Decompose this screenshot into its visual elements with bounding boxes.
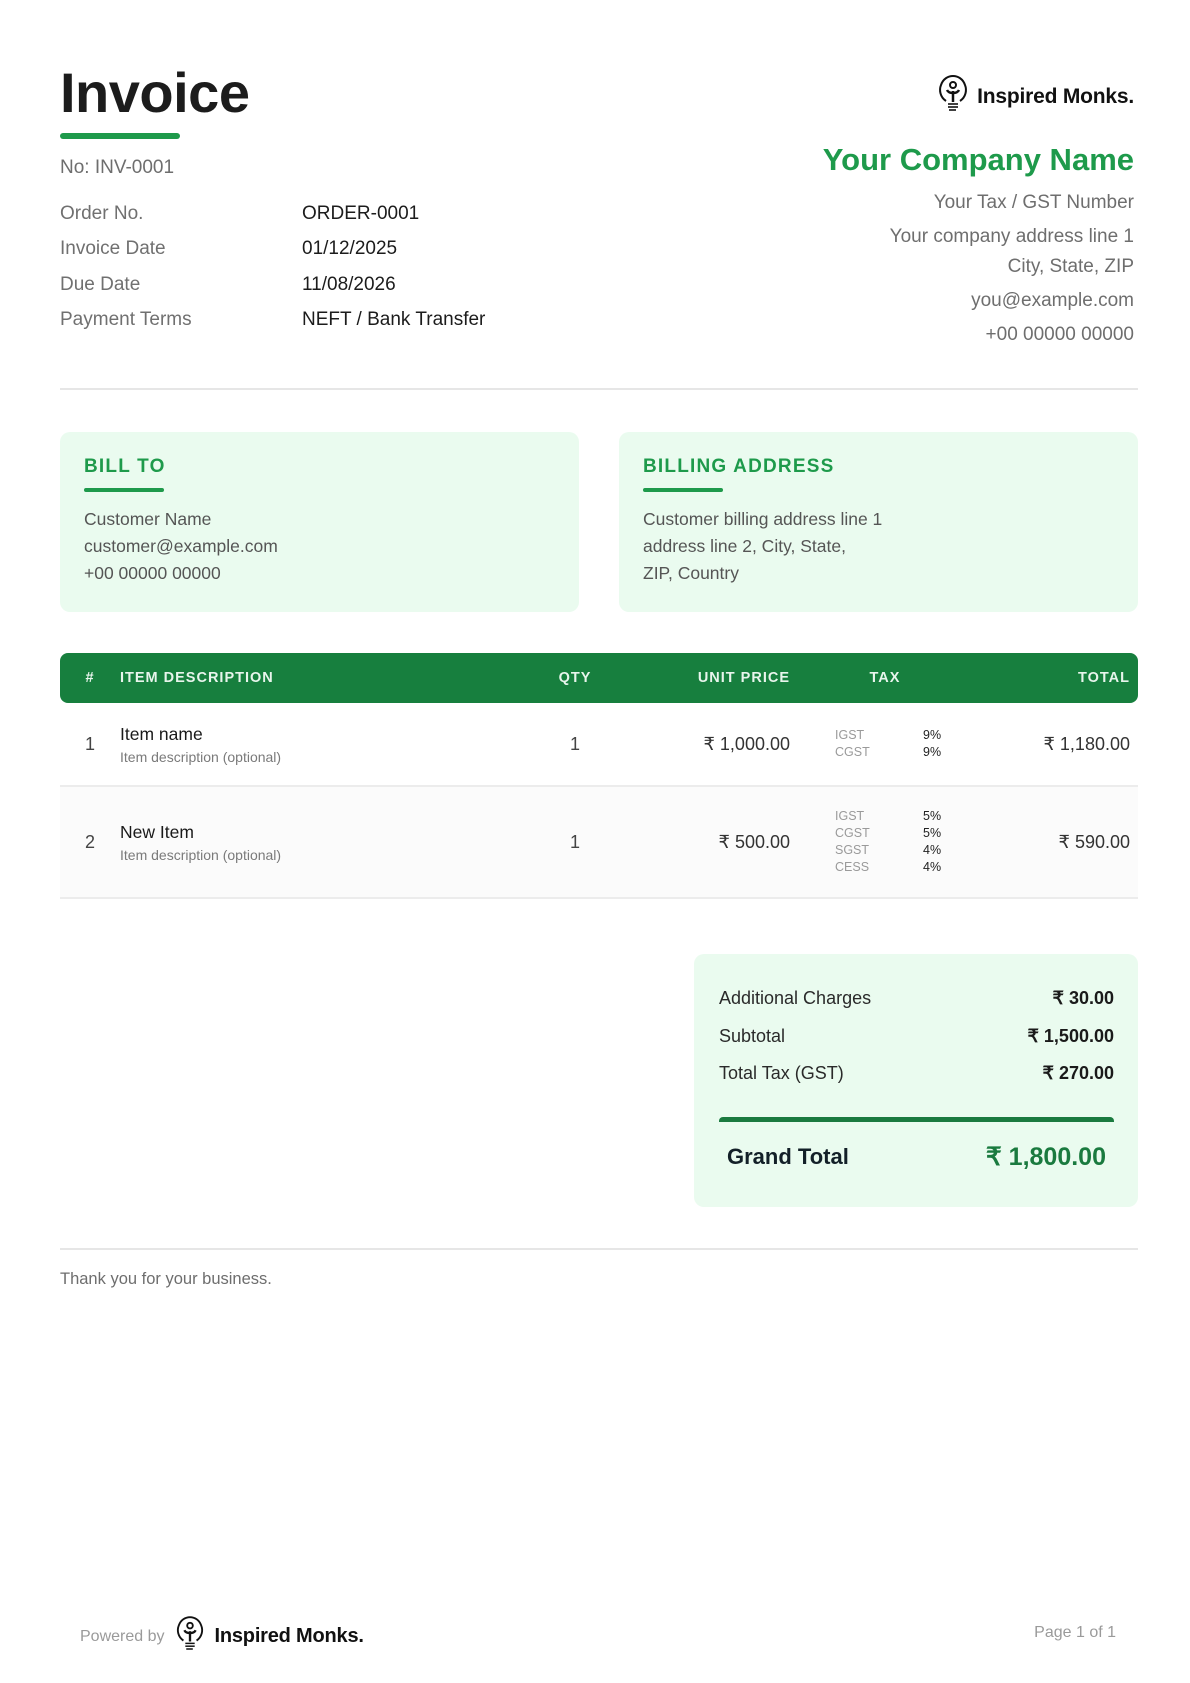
billing-address-line-1: Customer billing address line 1 [643,509,883,529]
meta-label: Payment Terms [60,309,192,331]
invoice-number: No: INV-0001 [60,157,175,178]
invoice-meta [60,196,485,338]
header-unit-price: UNIT PRICE [697,670,790,686]
brand-name: Inspired Monks. [977,84,1134,108]
company-tax-number: Your Tax / GST Number [933,192,1134,213]
customer-phone: +00 00000 00000 [84,563,221,583]
tax-name: CGST [835,826,870,840]
billing-address-line-3: ZIP, Country [643,563,739,583]
tax-name: SGST [835,843,870,857]
row-tax [790,808,970,876]
tax-list [790,808,970,876]
company-address-line-1: Your company address line 1 [889,226,1134,247]
meta-label: Invoice Date [60,238,166,260]
meta-row-order-no [60,196,485,232]
tax-row [835,744,970,761]
summary-label: Total Tax (GST) [719,1063,844,1084]
summary-row-total-tax [719,1055,1114,1093]
summary-label: Subtotal [719,1025,786,1046]
company-info [823,142,1134,350]
meta-label: Order No. [60,202,144,224]
tax-row [835,825,970,842]
table-header [60,653,1138,703]
billing-address-line-2: address line 2, City, State, [643,536,846,556]
row-qty: 1 [569,831,580,852]
summary-value: ₹ 270.00 [1042,1063,1114,1084]
row-unit-price: ₹ 500.00 [718,831,790,852]
powered-by [80,1615,364,1658]
customer-email: customer@example.com [84,536,278,556]
customer-name: Customer Name [84,509,212,529]
powered-by-label: Powered by [80,1627,165,1645]
tax-name: IGST [835,809,865,823]
company-email: you@example.com [971,290,1134,311]
tax-name: CGST [835,745,870,759]
item-description: Item description (optional) [120,846,282,863]
footer-brand-name: Inspired Monks. [214,1625,364,1647]
lightbulb-person-icon [175,1615,205,1658]
tax-row [835,727,970,744]
tax-rate: 5% [923,826,942,840]
meta-row-due-date [60,267,485,303]
card-underline [84,488,164,492]
item-description: Item description (optional) [120,748,282,765]
meta-row-invoice-date [60,232,485,268]
tax-rate: 5% [923,809,942,823]
header-divider [60,388,1138,390]
tax-row [835,842,970,859]
title-underline [60,133,180,139]
table-row [60,703,1138,787]
card-underline [643,488,723,492]
item-name: New Item [120,821,194,842]
item-name: Item name [120,723,203,744]
summary-label: Additional Charges [719,988,872,1009]
card-title: BILLING ADDRESS [643,456,835,477]
row-tax [790,727,970,761]
grand-total-label: Grand Total [727,1143,849,1169]
header-total: TOTAL [1078,670,1130,686]
tax-name: CESS [835,860,870,874]
items-table [60,653,1138,899]
row-description [120,822,520,863]
page-title: Invoice [60,61,250,124]
page-number: Page 1 of 1 [1034,1624,1116,1641]
tax-rate: 4% [923,860,942,874]
totals-summary [694,954,1138,1207]
tax-name: IGST [835,728,865,742]
grand-total-value: ₹ 1,800.00 [985,1142,1106,1171]
lightbulb-person-icon [937,74,969,119]
tax-list [790,727,970,761]
meta-label: Due Date [60,273,141,295]
tax-rate: 4% [923,843,942,857]
row-num: 1 [84,733,95,754]
tax-rate: 9% [923,728,942,742]
grand-total-row [719,1122,1114,1172]
company-name: Your Company Name [822,142,1134,177]
row-description [120,724,520,765]
header-description: ITEM DESCRIPTION [120,670,274,686]
row-total: ₹ 1,180.00 [1043,733,1130,754]
row-num: 2 [84,831,95,852]
meta-value: ORDER-0001 [302,202,420,224]
company-address-line-2: City, State, ZIP [1007,256,1134,277]
meta-value: 11/08/2026 [302,273,396,295]
summary-value: ₹ 1,500.00 [1027,1025,1114,1046]
table-row [60,787,1138,899]
footer-divider [60,1248,1138,1250]
tax-row [835,859,970,876]
thank-you-note: Thank you for your business. [60,1270,272,1288]
tax-row [835,808,970,825]
meta-value: 01/12/2025 [302,238,398,260]
card-title: BILL TO [84,456,166,477]
summary-value: ₹ 30.00 [1052,988,1114,1009]
header-tax: TAX [869,670,901,686]
company-phone: +00 00000 00000 [985,324,1134,345]
row-unit-price: ₹ 1,000.00 [703,733,790,754]
row-qty: 1 [569,733,580,754]
bill-to-card [60,432,579,612]
tax-rate: 9% [923,745,942,759]
header-qty: QTY [558,670,592,686]
billing-address-card [619,432,1138,612]
summary-row-subtotal [719,1018,1114,1056]
meta-row-payment-terms [60,303,485,339]
summary-row-additional-charges [719,980,1114,1018]
meta-value: NEFT / Bank Transfer [302,309,486,331]
brand-logo [937,74,1134,119]
row-total: ₹ 590.00 [1058,831,1130,852]
header-num: # [85,670,95,686]
